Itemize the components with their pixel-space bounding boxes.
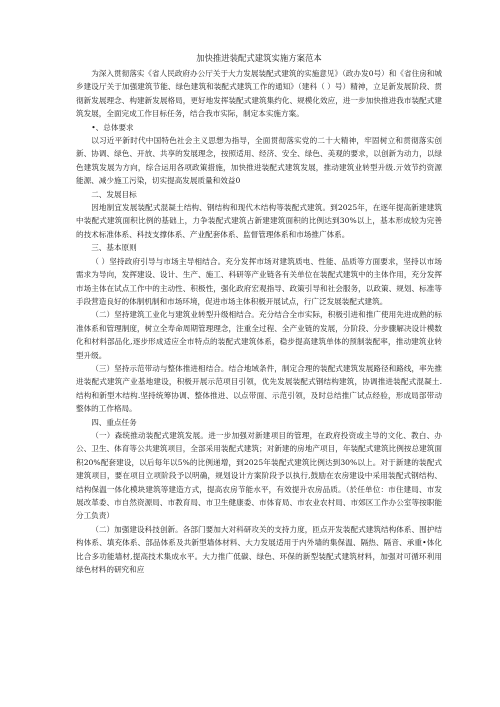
section-heading-general-requirements: •、总体要求 bbox=[91, 122, 134, 132]
section-heading-key-tasks: 四、重点任务 bbox=[91, 417, 137, 427]
development-goals-paragraph: 因地制宜发展装配式混凝土结构、钢结构和现代木结构等装配式建筑。到2025年，在逐年提高新建建筑中装配式建筑面积比例的基础上，力争装配式建筑占新建建筑面积的比例达到30%以上，基本形成较为完善的技术标准体系、科技支撑体系、产业配套体系、监督管理体系和市场推广体系。 bbox=[76, 203, 442, 239]
principle-paragraph-3: （三）坚持示范带动与整体推进相结合。结合地域条件，制定合理的装配式建筑发展路径和路线，率先推进装配式建筑产业基地建设，积极开展示范项目引领，优先发展装配式钢结构建筑，协调推进装配式混凝土.结构和新型木结构.坚持统筹协调、整体推进、以点带面、示范引领，及时总结推广试点经验，形成局部带动整体的工作格局。 bbox=[76, 363, 442, 414]
general-requirements-paragraph: 以习近平新时代中国特色社会主义思想为指导，全面贯彻落实党的二十大精神，牢固树立和贯彻落实创新、协调、绿色、开放、共享的发展理念，按照适用、经济、安全、绿色、美观的要求，以创新为动力，以绿色建筑发展为方向，综合运用各项政策措施，加快推进装配式建筑发展，推动建筑业转型升级.亓效节约资源能源、减少施工污染，切实提高发展质量和效益0 bbox=[76, 136, 442, 186]
key-task-paragraph-2: （二）加强建设科技创新。各部门要加大对科研攻关的支持力度，匝点开发装配式建筑结构体系、围护结构体系、填充体系、部品体系及共新型墙体材料、大力发展适用于内外墙的集保温、隔热、隔音、承重•体化比合多功能墙材,提高技术集成水平。大力推广低碳、绿色、环保的新型装配式建筑材料，加强对可循环利用绿色材料的研究和应 bbox=[76, 524, 442, 575]
principle-paragraph-1: （ ）坚持政府引导与市场主导相结合。充分发挥市场对建筑质电、性能、品质等方面要求，坚持以市场需求为导向，发挥建设、设计、生产、施工、科研等产业链各有关单位在装配式建筑中的主体作用，充分发挥市场主体在试点工作中的主动性、积极性，强化政府宏观指导、政策引导和社会服务，以政策、规划、标准等手段营造良好的体制机制和市场环境，促进市场主体积极开展试点，行广泛发展装配式建筑。 bbox=[76, 256, 442, 306]
key-task-paragraph-1: （一）森统推动装配式建筑发展。进一步加强对新建项目的管理，在政府投资或主导的文化、教白、办公、卫生、体育等公共建筑项目，全部采用装配式建筑；对新建的房地产项目，年装配式建筑比例按总建筑面积20%配套建设，以后每年以5%的比例递增，到2025年装配式建筑比例达到30%以上。对于新建的装配式建筑项目，要在项目立项阶段予以明确，规划设计方案阶段予以执行,鼓励在农房建设中采用装配式钢结构、结构保温一体化模块建筑等建造方式，提高农房节能水平，有效提升农房品质。（於任单位：市住建局、市发展改革委、市自然资源局、市教育局、市卫生健康委、市体育局、市农业农村局、市郊区工作办公室等按职能分工负责） bbox=[76, 430, 442, 521]
intro-paragraph: 为深入贯彻落实《省人民政府办公厅关于大力发展装配式建筑的实施意见》（政办发0号）和《省住房和城乡建设厅关于加强建筑节能、绿色建筑和装配式建筑工作的通知》（建科（ ）号）精神，立足新发展阶段、贯彻新发展理念、构建新发展格局，更好地发挥装配式建筑集约化、规模化效应，进一步加快推进我市装配式建筑发展，全面完成工作目标任务，结合我市实际，制定本实施方案。 bbox=[76, 69, 442, 119]
section-heading-basic-principles: 三、基本原则 bbox=[91, 243, 137, 253]
document-title: 加快推进装配式建筑实施方案范本 bbox=[196, 53, 322, 63]
section-heading-development-goals: 二、发展目标 bbox=[91, 189, 137, 199]
principle-paragraph-2: （二）坚持建筑工业化与建筑业转型升级相结合。充分结合全市实际，积极引进和推广使用先进成熟的标准体系和管理制度，树立全寿命周期管理理念，注重全过程、全产业链的发展，分阶段、分步骤解决设计模数化和材料部品化,逐步形成适应全市特点的装配式建筑体系，稳步提高建筑单体的预制装配率，推动建筑业转型升级。 bbox=[76, 310, 442, 360]
